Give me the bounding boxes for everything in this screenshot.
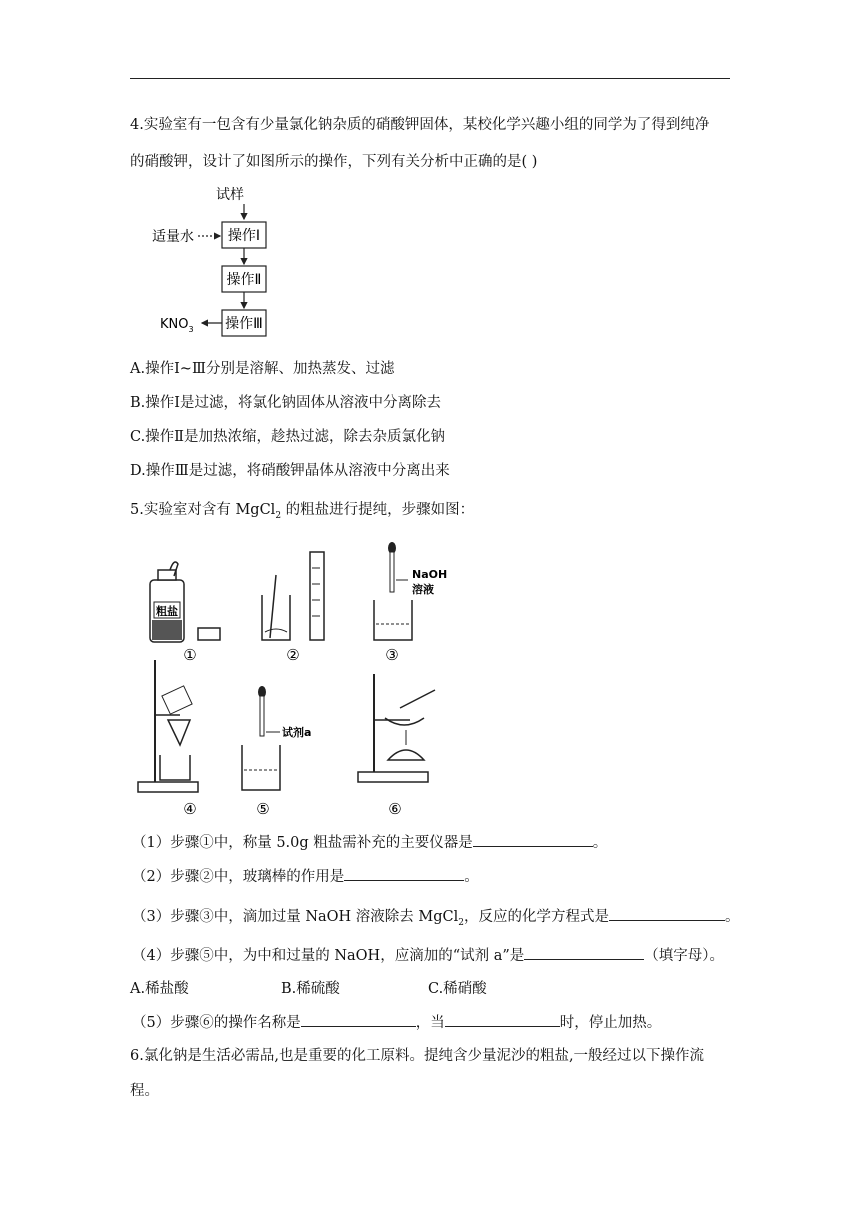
header-rule — [130, 78, 730, 79]
step-number-4: ④ — [183, 800, 197, 818]
q5-sub1-blank[interactable] — [473, 832, 593, 847]
q4-flow-diagram — [150, 186, 290, 338]
step1-weighing-illustration — [150, 562, 220, 642]
q4-option-b: B.操作Ⅰ是过滤，将氯化钠固体从溶液中分离除去 — [130, 395, 441, 411]
q5-sub5-blank1[interactable] — [301, 1012, 416, 1027]
flow-op1-label: 操作Ⅰ — [227, 228, 261, 244]
step4-filtration-illustration — [138, 660, 198, 792]
step-number-3: ③ — [385, 646, 399, 664]
q5-choice-c: C.稀硝酸 — [428, 981, 487, 997]
q4-option-d: D.操作Ⅲ是过滤，将硝酸钾晶体从溶液中分离出来 — [130, 463, 450, 479]
q6-line2: 程。 — [130, 1083, 159, 1099]
q4-stem-line2: 的硝酸钾，设计了如图所示的操作，下列有关分析中正确的是( ) — [130, 154, 538, 170]
flow-water-label: 适量水 — [152, 229, 194, 245]
q5-sub1: （1）步骤①中，称量 5.0g 粗盐需补充的主要仪器是 。 — [132, 832, 607, 853]
q5-sub5-blank2[interactable] — [445, 1012, 560, 1027]
q4-option-a: A.操作Ⅰ~Ⅲ分别是溶解、加热蒸发、过滤 — [130, 361, 395, 377]
flow-product-label: $KNO_3$ — [160, 317, 194, 334]
q5-sub2: （2）步骤②中，玻璃棒的作用是 。 — [132, 866, 479, 887]
q6-line1: 6.氯化钠是生活必需品,也是重要的化工原料。提纯含少量泥沙的粗盐,一般经过以下操作流 — [130, 1048, 705, 1064]
q5-sub4: （4）步骤⑤中，为中和过量的 NaOH，应滴加的“试剂 a”是 （填字母）。 — [132, 945, 724, 966]
q5-sub3-blank[interactable] — [609, 906, 725, 921]
q5-choice-b: B.稀硫酸 — [281, 981, 340, 997]
step-number-5: ⑤ — [256, 800, 270, 818]
q5-sub5: （5）步骤⑥的操作名称是 ，当 时，停止加热。 — [132, 1012, 661, 1033]
q4-option-c: C.操作Ⅱ是加热浓缩，趁热过滤，除去杂质氯化钠 — [130, 429, 446, 445]
q5-choice-a: A.稀盐酸 — [130, 981, 189, 997]
flow-sample-label: 试样 — [216, 187, 244, 203]
q5-sub4-blank[interactable] — [524, 945, 644, 960]
q5-sub2-blank[interactable] — [344, 866, 464, 881]
reagent-a-label: 试剂a — [282, 726, 312, 739]
step-number-2: ② — [286, 646, 300, 664]
q5-sub3: （3）步骤③中，滴加过量 NaOH 溶液除去 MgCl$_2$，反应的化学方程式是 。 — [132, 906, 740, 933]
q5-apparatus-figure — [130, 540, 480, 820]
step-number-1: ① — [183, 646, 197, 664]
step2-dissolving-illustration — [262, 552, 324, 640]
step6-evaporation-illustration — [358, 674, 435, 782]
q4-stem-line1: 4.实验室有一包含有少量氯化钠杂质的硝酸钾固体，某校化学兴趣小组的同学为了得到纯净 — [130, 117, 710, 133]
step5-add-reagent-illustration — [242, 686, 311, 790]
flow-op2-label: 操作Ⅱ — [226, 272, 262, 288]
step3-add-naoh-illustration — [374, 542, 447, 640]
jar-label: 粗盐 — [156, 605, 178, 618]
naoh-label-line1: NaOH — [412, 568, 448, 581]
q5-stem: 5.实验室对含有 MgCl$_2$ 的粗盐进行提纯，步骤如图： — [130, 502, 475, 521]
step-number-6: ⑥ — [388, 800, 402, 818]
flow-op3-label: 操作Ⅲ — [225, 316, 263, 332]
naoh-label-line2: 溶液 — [412, 583, 434, 596]
